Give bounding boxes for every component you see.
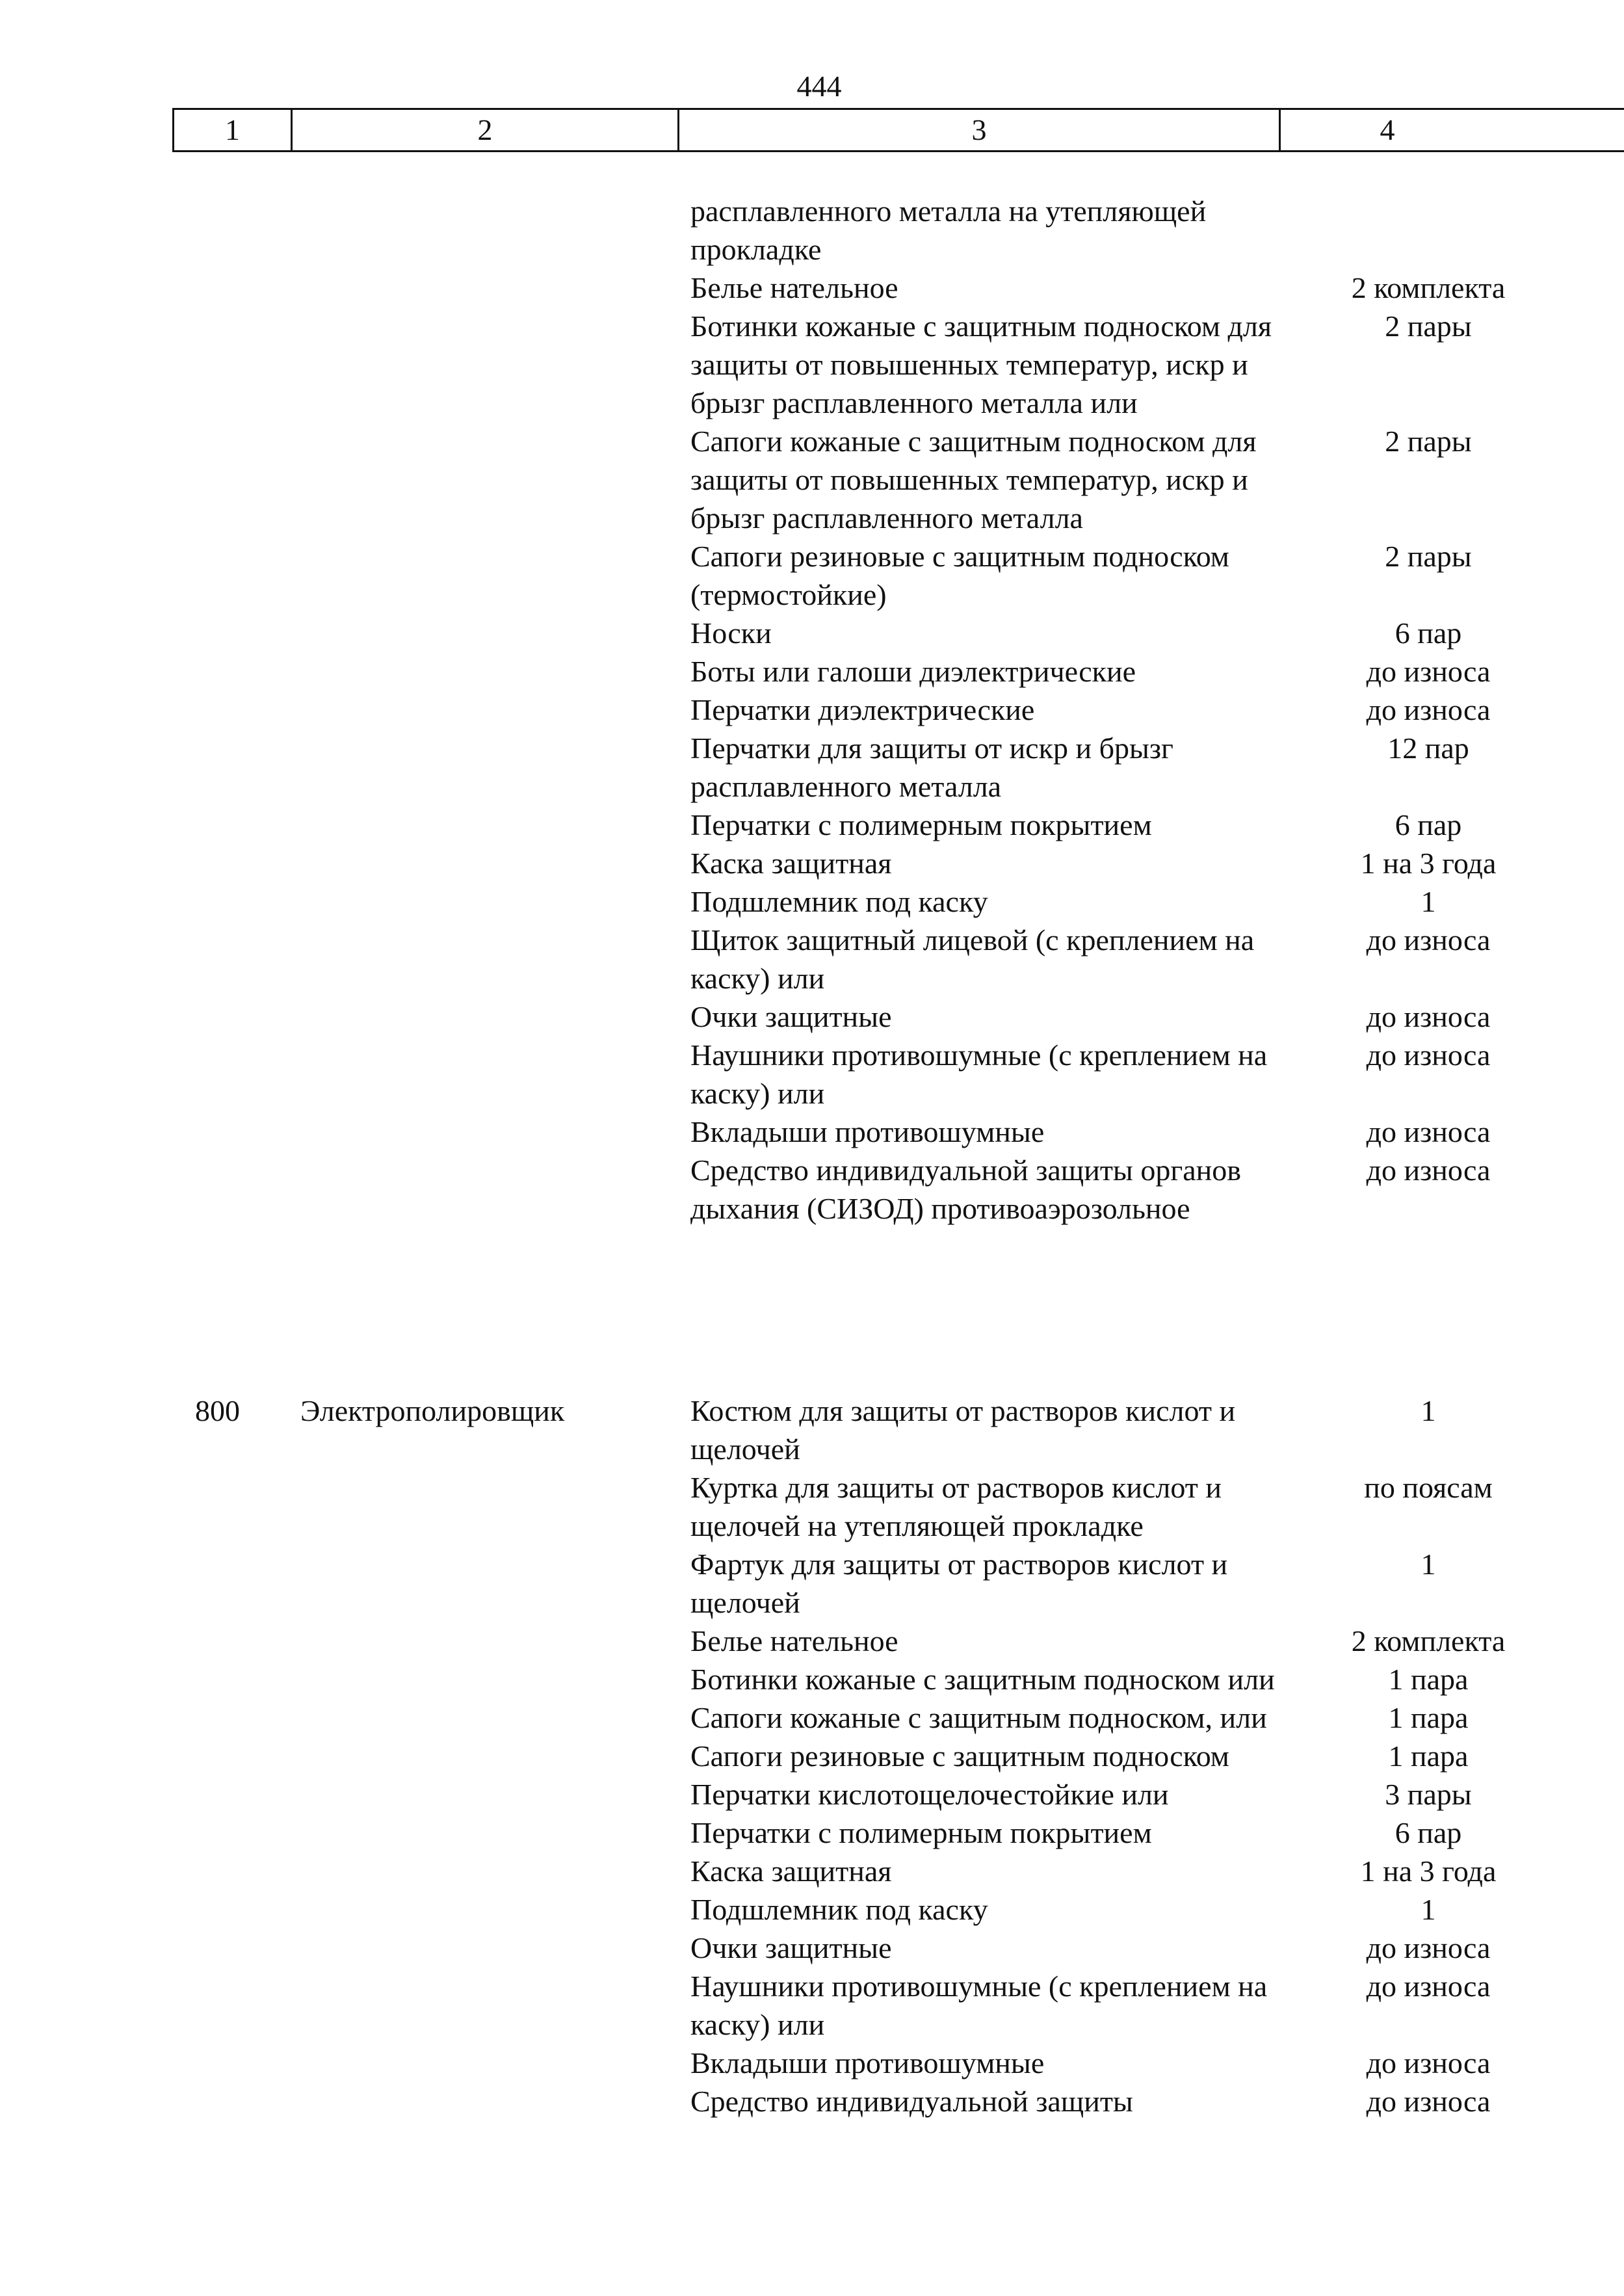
item-name: Фартук для защиты от растворов кислот и щелочей bbox=[690, 1548, 1228, 1619]
item-name: Ботинки кожаные с защитным подноском для защиты от повышенных температур, искр и брызг расплавленного металла или bbox=[690, 310, 1272, 419]
item-norm: 2 комплекта bbox=[1351, 1624, 1506, 1657]
item-norm: 1 пара bbox=[1388, 1701, 1469, 1734]
item-norm: до износа bbox=[1366, 693, 1491, 726]
item-norm: 2 пары bbox=[1385, 540, 1472, 573]
item-name: Перчатки с полимерным покрытием bbox=[690, 808, 1152, 841]
item-norm: 1 bbox=[1421, 885, 1436, 918]
item-name: Сапоги резиновые с защитным подноском bbox=[690, 1739, 1229, 1773]
item-name: Каска защитная bbox=[690, 847, 892, 880]
item-norm: 12 пар bbox=[1387, 732, 1469, 765]
list-item bbox=[690, 1852, 1601, 1890]
list-item bbox=[690, 2044, 1601, 2082]
list-item bbox=[690, 1113, 1601, 1151]
item-name: Боты или галоши диэлектрические bbox=[690, 655, 1136, 688]
item-norm: 6 пар bbox=[1395, 808, 1462, 841]
item-name: Сапоги кожаные с защитным подноском для защиты от повышенных температур, искр и брызг расплавленного металла bbox=[690, 425, 1257, 534]
list-item bbox=[690, 1468, 1601, 1545]
list-item bbox=[690, 1392, 1601, 1468]
item-norm: до износа bbox=[1366, 1970, 1491, 2003]
item-norm: до износа bbox=[1366, 1931, 1491, 1964]
item-norm: до износа bbox=[1366, 2046, 1491, 2079]
item-name: Перчатки диэлектрические bbox=[690, 693, 1035, 726]
item-norm: до износа bbox=[1366, 1115, 1491, 1148]
item-name: Каска защитная bbox=[690, 1854, 892, 1888]
list-item bbox=[690, 537, 1601, 614]
item-name: Перчатки для защиты от искр и брызг расплавленного металла bbox=[690, 732, 1173, 803]
item-norm: 2 комплекта bbox=[1351, 271, 1506, 304]
list-item bbox=[690, 1929, 1601, 1967]
item-name: Наушники противошумные (с креплением на каску) или bbox=[690, 1038, 1268, 1110]
list-item bbox=[690, 1814, 1601, 1852]
item-norm: 6 пар bbox=[1395, 616, 1462, 650]
item-name: Куртка для защиты от растворов кислот и щелочей на утепляющей прокладке bbox=[690, 1471, 1222, 1542]
list-item bbox=[690, 192, 1601, 269]
list-item bbox=[690, 691, 1601, 729]
item-name: Сапоги кожаные с защитным подноском, или bbox=[690, 1701, 1267, 1734]
section-800-items-list bbox=[690, 1392, 1601, 2120]
item-norm: 1 пара bbox=[1388, 1739, 1469, 1773]
item-norm: до износа bbox=[1366, 1154, 1491, 1187]
list-item bbox=[690, 652, 1601, 691]
list-item bbox=[690, 921, 1601, 997]
list-item bbox=[690, 1036, 1601, 1113]
list-item bbox=[690, 844, 1601, 882]
list-item bbox=[690, 307, 1601, 422]
item-norm: по поясам bbox=[1364, 1471, 1493, 1504]
item-name: Белье нательное bbox=[690, 271, 898, 304]
item-name: Перчатки кислотощелочестойкие или bbox=[690, 1778, 1169, 1811]
header-col-2: 2 bbox=[293, 110, 679, 150]
list-item bbox=[690, 614, 1601, 652]
list-item bbox=[690, 1698, 1601, 1737]
continued-items-list bbox=[690, 192, 1601, 1228]
header-col-4: 4 bbox=[1380, 113, 1395, 146]
item-name: Сапоги резиновые с защитным подноском (термостойкие) bbox=[690, 540, 1229, 611]
list-item bbox=[690, 1890, 1601, 1929]
profession-code: 800 bbox=[195, 1394, 240, 1427]
item-norm: 1 bbox=[1421, 1394, 1436, 1427]
item-name: Средство индивидуальной защиты органов дыхания (СИЗОД) противоаэрозольное bbox=[690, 1154, 1241, 1225]
list-item bbox=[690, 1545, 1601, 1622]
list-item bbox=[690, 729, 1601, 806]
item-norm: 1 bbox=[1421, 1548, 1436, 1581]
item-name: Подшлемник под каску bbox=[690, 1893, 988, 1926]
header-col-1: 1 bbox=[174, 110, 293, 150]
item-name: Средство индивидуальной защиты bbox=[690, 2085, 1133, 2118]
list-item bbox=[690, 2082, 1601, 2120]
list-item bbox=[690, 1737, 1601, 1775]
list-item bbox=[690, 422, 1601, 537]
list-item bbox=[690, 1660, 1601, 1698]
item-norm: 1 пара bbox=[1388, 1663, 1469, 1696]
item-name: Носки bbox=[690, 616, 772, 650]
item-name: Ботинки кожаные с защитным подноском или bbox=[690, 1663, 1275, 1696]
item-name: Вкладыши противошумные bbox=[690, 2046, 1045, 2079]
profession-name: Электрополировщик bbox=[300, 1394, 565, 1427]
item-name: Костюм для защиты от растворов кислот и щелочей bbox=[690, 1394, 1236, 1466]
item-norm: до износа bbox=[1366, 1000, 1491, 1033]
item-norm: до износа bbox=[1366, 655, 1491, 688]
item-name: Щиток защитный лицевой (с креплением на каску) или bbox=[690, 923, 1255, 995]
item-name: расплавленного металла на утепляющей прокладке bbox=[690, 194, 1207, 266]
item-name: Белье нательное bbox=[690, 1624, 898, 1657]
item-norm: 1 на 3 года bbox=[1360, 847, 1497, 880]
list-item bbox=[690, 1967, 1601, 2044]
list-item bbox=[690, 1151, 1601, 1228]
item-name: Подшлемник под каску bbox=[690, 885, 988, 918]
page-number: 444 bbox=[796, 70, 842, 103]
item-norm: до износа bbox=[1366, 2085, 1491, 2118]
item-norm: до износа bbox=[1366, 923, 1491, 957]
list-item bbox=[690, 1622, 1601, 1660]
item-name: Вкладыши противошумные bbox=[690, 1115, 1045, 1148]
item-norm: 1 на 3 года bbox=[1360, 1854, 1497, 1888]
item-norm: 2 пары bbox=[1385, 425, 1472, 458]
item-norm: до износа bbox=[1366, 1038, 1491, 1072]
item-norm: 3 пары bbox=[1385, 1778, 1472, 1811]
list-item bbox=[690, 269, 1601, 307]
item-name: Наушники противошумные (с креплением на каску) или bbox=[690, 1970, 1268, 2041]
item-name: Очки защитные bbox=[690, 1931, 892, 1964]
header-col-3: 3 bbox=[679, 110, 1281, 150]
list-item bbox=[690, 806, 1601, 844]
list-item bbox=[690, 882, 1601, 921]
table-header bbox=[172, 108, 1624, 152]
item-norm: 6 пар bbox=[1395, 1816, 1462, 1849]
item-name: Очки защитные bbox=[690, 1000, 892, 1033]
list-item bbox=[690, 997, 1601, 1036]
list-item bbox=[690, 1775, 1601, 1814]
item-norm: 1 bbox=[1421, 1893, 1436, 1926]
item-norm: 2 пары bbox=[1385, 310, 1472, 343]
item-name: Перчатки с полимерным покрытием bbox=[690, 1816, 1152, 1849]
